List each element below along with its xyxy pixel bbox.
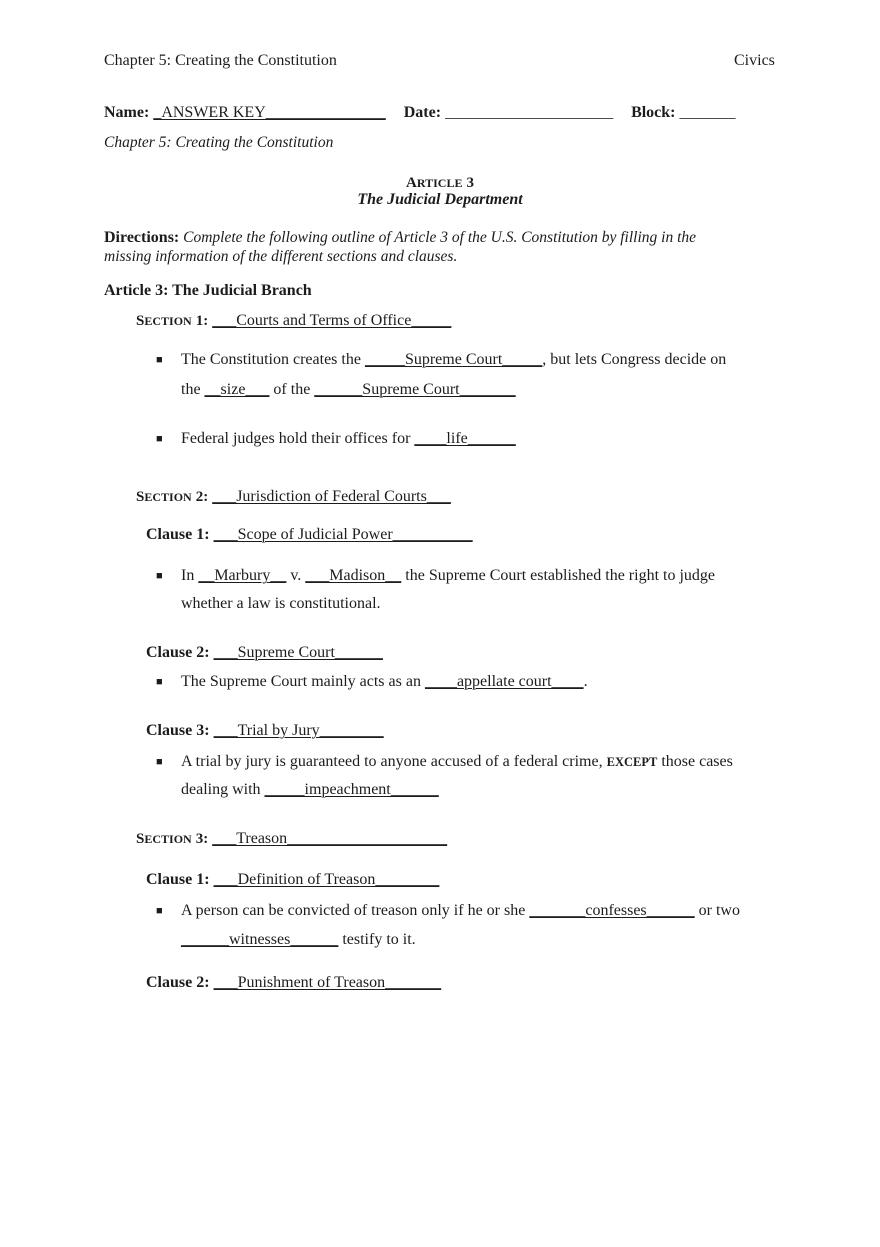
block-field[interactable]: _______ bbox=[679, 104, 736, 121]
directions-text: Complete the following outline of Article 3 of the U.S. Constitution by filling in the missing information of the different sections and clauses. bbox=[104, 229, 697, 265]
blank-madison[interactable]: ___Madison__ bbox=[305, 567, 402, 584]
directions-label: Directions: bbox=[104, 229, 180, 246]
section-1-heading: SECTION 1: ___Courts and Terms of Office_____ bbox=[136, 312, 452, 329]
section-1-bullet-1-line-1: The Constitution creates the _____Supreme Court_____, but lets Congress decide on bbox=[181, 351, 727, 368]
article-subtitle: The Judicial Department bbox=[357, 191, 523, 208]
name-field[interactable]: _ANSWER KEY_______________ bbox=[153, 104, 386, 121]
square-bullet-icon: ■ bbox=[156, 433, 163, 445]
section-2-clause-1-bullet-line-2: whether a law is constitutional. bbox=[181, 595, 381, 612]
directions bbox=[104, 228, 744, 266]
section-2-clause-3-heading: Clause 3: ___Trial by Jury________ bbox=[146, 722, 384, 739]
running-header-title: Chapter 5: Creating the Constitution bbox=[104, 52, 337, 69]
blank-witnesses[interactable]: ______witnesses______ bbox=[181, 931, 339, 948]
blank-confesses[interactable]: _______confesses______ bbox=[529, 902, 695, 919]
blank-supreme-court-2[interactable]: ______Supreme Court_______ bbox=[314, 381, 516, 398]
blank-impeachment[interactable]: _____impeachment______ bbox=[264, 781, 439, 798]
square-bullet-icon: ■ bbox=[156, 570, 163, 582]
section-2-clause-1-bullet-line-1: In __Marbury__ v. ___Madison__ the Supreme Court established the right to judge bbox=[181, 567, 715, 584]
section-1-title[interactable]: ___Courts and Terms of Office_____ bbox=[212, 312, 452, 329]
section-3-heading: SECTION 3: ___Treason____________________ bbox=[136, 830, 448, 847]
chapter-subtitle: Chapter 5: Creating the Constitution bbox=[104, 134, 334, 151]
section-2-clause-2-title[interactable]: ___Supreme Court______ bbox=[213, 644, 383, 661]
square-bullet-icon: ■ bbox=[156, 354, 163, 366]
article-title: ARTICLE 3 bbox=[406, 175, 474, 191]
section-1-bullet-1-line-2: the __size___ of the ______Supreme Court_______ bbox=[181, 381, 516, 398]
blank-life[interactable]: ____life______ bbox=[414, 430, 516, 447]
square-bullet-icon: ■ bbox=[156, 905, 163, 917]
section-2-clause-3-title[interactable]: ___Trial by Jury________ bbox=[213, 722, 384, 739]
blank-size[interactable]: __size___ bbox=[204, 381, 270, 398]
section-3-clause-2-heading: Clause 2: ___Punishment of Treason_______ bbox=[146, 974, 442, 991]
name-row bbox=[104, 104, 736, 122]
square-bullet-icon: ■ bbox=[156, 756, 163, 768]
section-2-heading: SECTION 2: ___Jurisdiction of Federal Courts___ bbox=[136, 488, 451, 505]
section-2-clause-2-heading: Clause 2: ___Supreme Court______ bbox=[146, 644, 383, 661]
block-label: Block: bbox=[631, 104, 676, 121]
section-2-clause-3-bullet-line-2: dealing with _____impeachment______ bbox=[181, 781, 439, 798]
section-3-clause-1-title[interactable]: ___Definition of Treason________ bbox=[213, 871, 440, 888]
blank-appellate-court[interactable]: ____appellate court____ bbox=[424, 673, 584, 690]
date-field[interactable]: _____________________ bbox=[445, 104, 614, 121]
square-bullet-icon: ■ bbox=[156, 676, 163, 688]
section-3-clause-1-bullet-line-2: ______witnesses______ testify to it. bbox=[181, 931, 416, 948]
outline-heading: Article 3: The Judicial Branch bbox=[104, 282, 312, 299]
date-label: Date: bbox=[403, 104, 442, 121]
section-3-title[interactable]: ___Treason____________________ bbox=[212, 830, 448, 847]
section-1-bullet-2: Federal judges hold their offices for ____life______ bbox=[181, 430, 516, 447]
section-3-clause-1-heading: Clause 1: ___Definition of Treason________ bbox=[146, 871, 440, 888]
section-3-clause-2-title[interactable]: ___Punishment of Treason_______ bbox=[213, 974, 442, 991]
section-2-clause-2-bullet: The Supreme Court mainly acts as an ____appellate court____. bbox=[181, 673, 588, 690]
blank-marbury[interactable]: __Marbury__ bbox=[198, 567, 287, 584]
section-2-clause-1-heading: Clause 1: ___Scope of Judicial Power__________ bbox=[146, 526, 473, 543]
blank-supreme-court-1[interactable]: _____Supreme Court_____ bbox=[364, 351, 543, 368]
name-label: Name: bbox=[104, 104, 150, 121]
running-header-subject: Civics bbox=[734, 52, 775, 69]
section-2-clause-1-title[interactable]: ___Scope of Judicial Power__________ bbox=[213, 526, 473, 543]
section-3-clause-1-bullet-line-1: A person can be convicted of treason only if he or she _______confesses______ or two bbox=[181, 902, 740, 919]
section-2-clause-3-bullet-line-1: A trial by jury is guaranteed to anyone accused of a federal crime, EXCEPT those cases bbox=[181, 753, 733, 770]
section-2-title[interactable]: ___Jurisdiction of Federal Courts___ bbox=[212, 488, 451, 505]
